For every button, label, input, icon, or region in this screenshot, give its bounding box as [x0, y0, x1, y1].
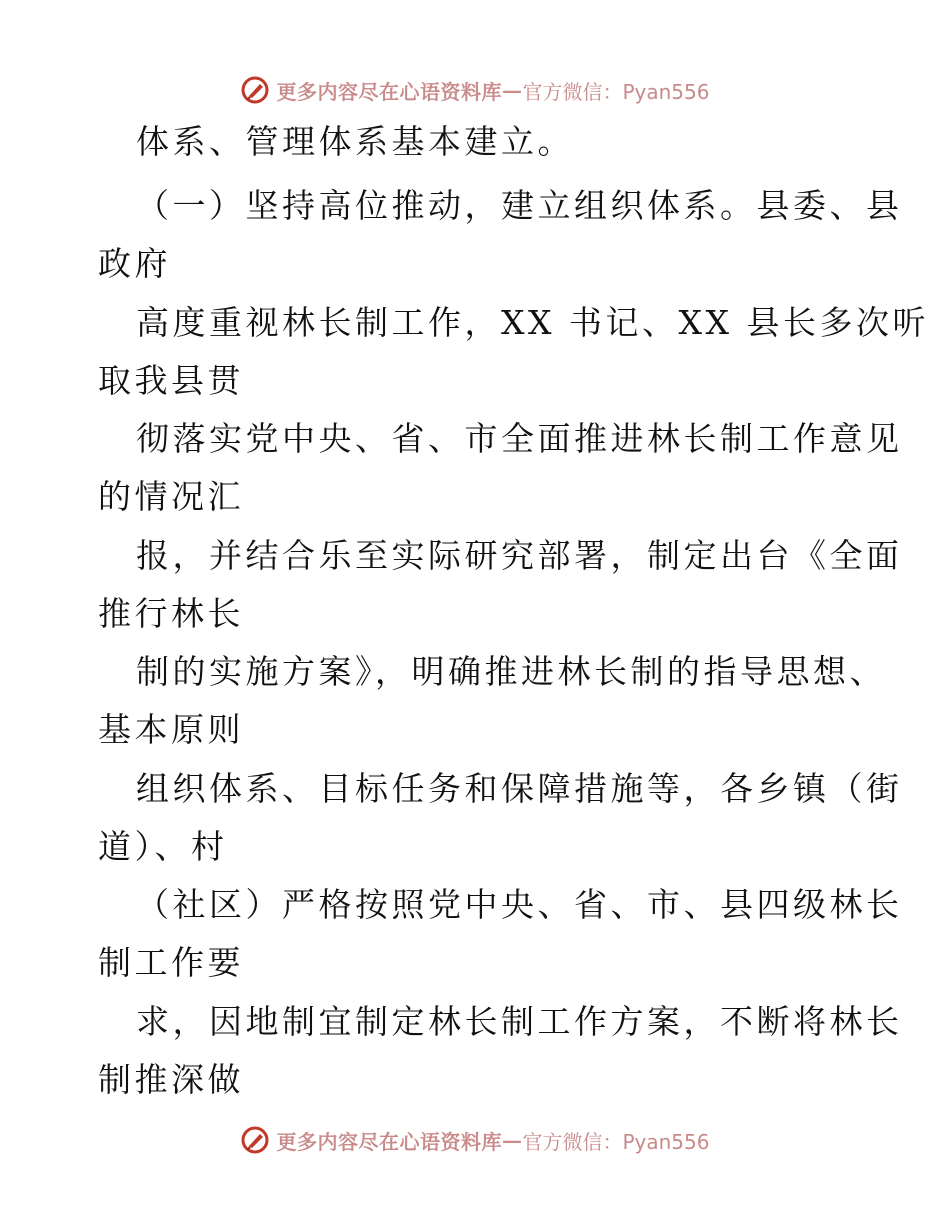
watermark-wechat: 官方微信：Pyan556: [522, 1129, 710, 1154]
body-line: 道）、村: [98, 827, 228, 866]
body-line: 的情况汇: [98, 477, 244, 516]
body-line: 报，并结合乐至实际研究部署，制定出台《全面: [136, 536, 903, 575]
watermark-dash: —: [501, 1128, 523, 1152]
watermark-text: 更多内容尽在心语资料库: [276, 1129, 502, 1154]
body-line: 彻落实党中央、省、市全面推进林长制工作意见: [136, 419, 903, 458]
body-line: 制的实施方案》，明确推进林长制的指导思想、: [136, 652, 886, 691]
body-line: 体系、管理体系基本建立。: [136, 122, 574, 161]
watermark-banner-bottom: [0, 1120, 950, 1160]
body-line: 基本原则: [98, 710, 244, 749]
watermark-wechat: 官方微信：Pyan556: [522, 79, 710, 104]
body-line: 取我县贯: [98, 361, 244, 400]
watermark-dash: —: [501, 78, 523, 102]
body-line: 制工作要: [98, 943, 244, 982]
pen-logo-icon: [240, 1125, 270, 1155]
watermark-banner-top: [0, 70, 950, 110]
pen-logo-icon: [240, 75, 270, 105]
body-line: （社区）严格按照党中央、省、市、县四级林长: [136, 885, 903, 924]
watermark-text: 更多内容尽在心语资料库: [276, 79, 502, 104]
body-line: 求，因地制宜制定林长制工作方案，不断将林长: [136, 1002, 903, 1041]
body-line: 制推深做: [98, 1060, 244, 1099]
body-line: 高度重视林长制工作，XX 书记、XX 县长多次听: [136, 303, 929, 342]
body-line: 政府: [98, 244, 171, 283]
body-line: （一）坚持高位推动，建立组织体系。县委、县: [136, 186, 903, 225]
body-line: 组织体系、目标任务和保障措施等，各乡镇（街: [136, 769, 903, 808]
body-line: 推行林长: [98, 594, 244, 633]
